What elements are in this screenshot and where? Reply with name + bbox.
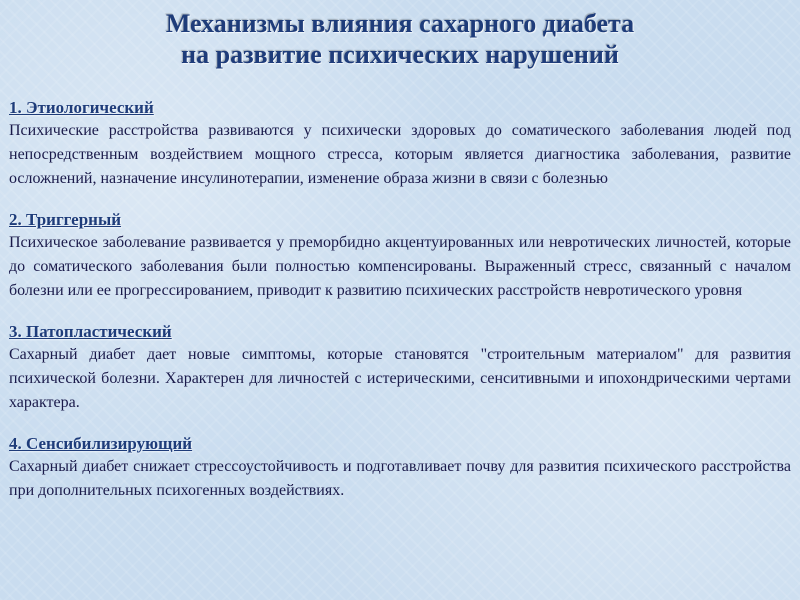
section-heading: 3. Патопластический (9, 322, 172, 341)
section-text: Сахарный диабет снижает стрессоустойчивость и подготавливает почву для развития психического расстройства при дополнительных психогенных воздействиях. (9, 458, 791, 499)
slide-title-line-2: на развитие психических нарушений (181, 40, 619, 69)
section-trigger (9, 209, 791, 303)
slide-title-line-1: Механизмы влияния сахарного диабета (165, 9, 635, 38)
section-heading: 1. Этиологический (9, 98, 154, 117)
section-text: Сахарный диабет дает новые симптомы, которые становятся "строительным материалом" для развития психической болезни. Характерен для личностей с истерическими, сенситивными и ипохондрическими чертами характера. (9, 346, 791, 411)
slide-title (0, 8, 800, 70)
section-sensitizing (9, 433, 791, 503)
mechanisms-list (9, 97, 791, 503)
section-heading: 4. Сенсибилизирующий (9, 434, 193, 453)
section-text: Психические расстройства развиваются у психически здоровых до соматического заболевания людей под непосредственным воздействием мощного стресса, которым является диагностика заболевания, развитие осложнений, назначение инсулинотерапии, изменение образа жизни в связи с болезнью (9, 122, 791, 187)
section-text: Психическое заболевание развивается у преморбидно акцентуированных или невротических личностей, которые до соматического заболевания были полностью компенсированы. Выраженный стресс, связанный с началом болезни или ее прогрессированием, приводит к развитию психических расстройств невротического уровня (9, 234, 791, 299)
section-etiological (9, 97, 791, 191)
section-pathoplastic (9, 321, 791, 415)
section-heading: 2. Триггерный (9, 210, 122, 229)
